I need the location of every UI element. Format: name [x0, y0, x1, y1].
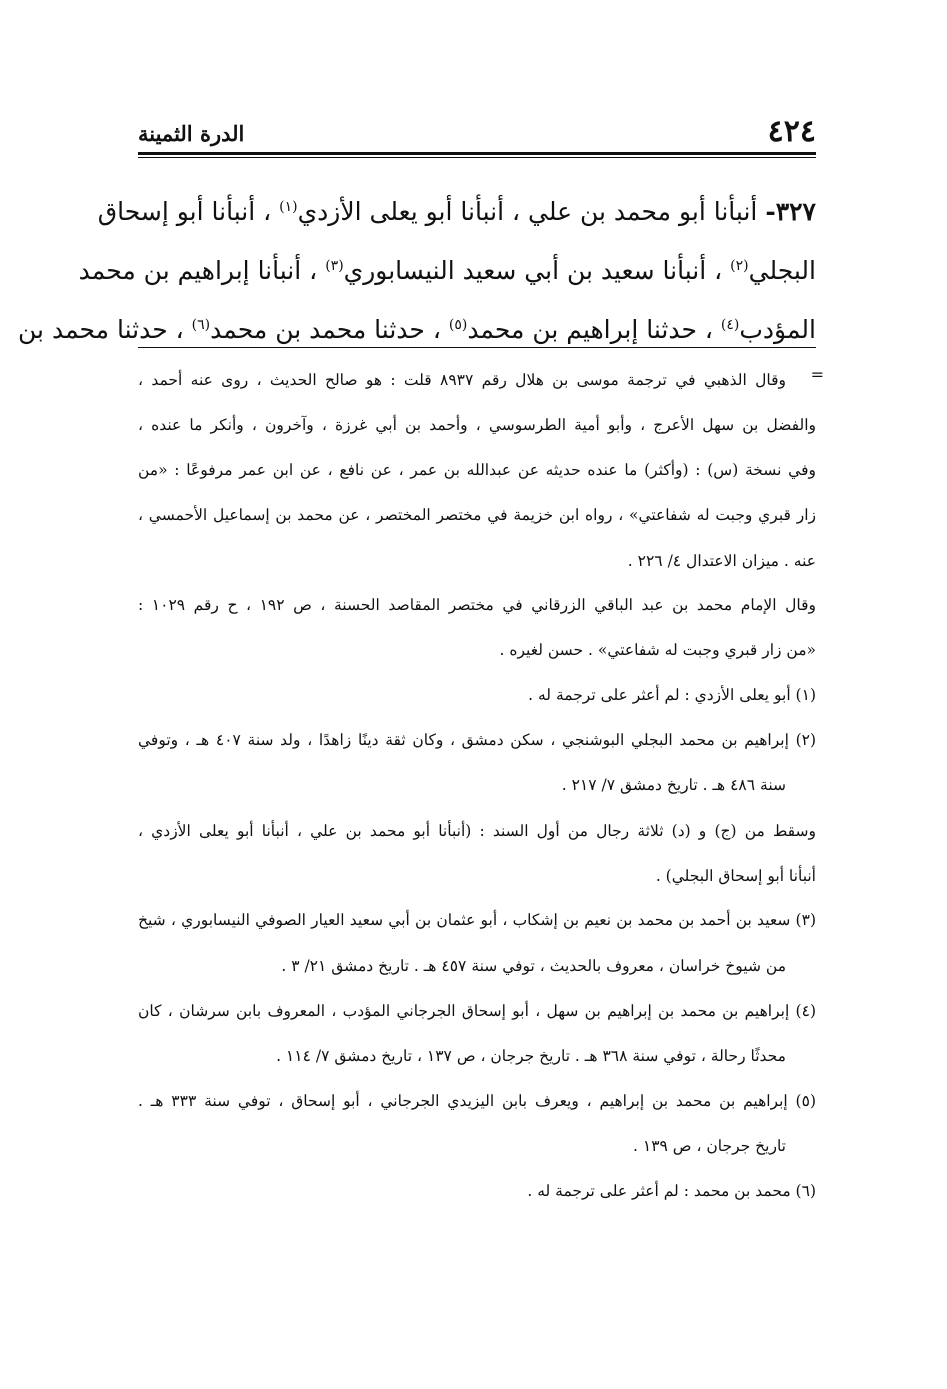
footnote-rule [138, 347, 816, 348]
running-title: الدرة الثمينة [138, 121, 245, 146]
footnote-6: (٦) محمد بن محمد : لم أعثر على ترجمة له . [527, 1182, 816, 1200]
footnote-ref: (٣) [325, 258, 344, 274]
footnote-1: (١) أبو يعلى الأزدي : لم أعثر على ترجمة له . [528, 686, 816, 704]
main-text-segment: ، أنبأنا سعيد بن أبي سعيد النيسابوري [343, 256, 723, 285]
continuation-mark: = [810, 365, 824, 384]
footnote-line: تاريخ جرجان ، ص ١٣٩ . [633, 1137, 786, 1155]
main-text-segment: أنبأنا أبو محمد بن علي ، أنبأنا أبو يعلى الأزدي [297, 197, 758, 226]
main-text-segment: ، أنبأنا إبراهيم بن محمد [78, 256, 318, 285]
hadith-number: ٣٢٧- [765, 197, 816, 226]
main-line-2 [78, 237, 816, 296]
footnote-line: وفي نسخة (س) : (وأكثر) ما عنده حديثه عن عبدالله بن عمر ، عن نافع ، عن ابن عمر مرفوعًا : «من [138, 461, 816, 479]
footnote-line: وقال الإمام محمد بن عبد الباقي الزرقاني في مختصر المقاصد الحسنة ، ص ١٩٢ ، ح رقم ١٠٢٩ : [138, 596, 817, 614]
footnote-line: سنة ٤٨٦ هـ . تاريخ دمشق ٧/ ٢١٧ . [561, 776, 786, 794]
main-text [18, 178, 816, 355]
footnote-2: (٢) إبراهيم بن محمد البجلي البوشنجي ، سكن دمشق ، وكان ثقة دينًا زاهدًا ، ولد سنة ٤٠٧ هـ ، وتوفي [138, 731, 817, 749]
footnote-line: والفضل بن سهل الأعرج ، وأبو أمية الطرسوسي ، وأحمد بن أبي غرزة ، وآخرون ، وأنكر ما عنده ، [138, 416, 816, 434]
main-text-segment: البجلي [748, 256, 816, 285]
header-rule [138, 152, 816, 155]
footnote-4: (٤) إبراهيم بن محمد بن إبراهيم بن سهل ، أبو إسحاق الجرجاني المؤدب ، المعروف بابن سرشان ، كان [138, 1002, 816, 1020]
footnote-line: «من زار قبري وجبت له شفاعتي» . حسن لغيره . [499, 641, 816, 659]
footnote-ref: (٦) [191, 317, 211, 333]
main-line-1 [97, 178, 816, 237]
page-number: ٤٢٤ [767, 114, 816, 149]
page-header [138, 112, 816, 156]
footnote-ref: (٢) [730, 258, 749, 274]
header-rule-thin [138, 157, 816, 158]
footnote-line: من شيوخ خراسان ، معروف بالحديث ، توفي سنة ٤٥٧ هـ . تاريخ دمشق ٢١/ ٣ . [281, 957, 786, 975]
footnote-line: وسقط من (ج) و (د) ثلاثة رجال من أول السند : (أنبأنا أبو محمد بن علي ، أنبأنا أبو يعلى الأزدي ، [138, 822, 816, 840]
main-text-segment: المؤدب [739, 315, 816, 344]
footnote-5: (٥) إبراهيم بن محمد بن إبراهيم ، ويعرف بابن اليزيدي الجرجاني ، أبو إسحاق ، توفي سنة ٣٣٣ هـ . [138, 1092, 816, 1110]
footnote-line: محدثًا رحالة ، توفي سنة ٣٦٨ هـ . تاريخ جرجان ، ص ١٣٧ ، تاريخ دمشق ٧/ ١١٤ . [276, 1047, 786, 1065]
footnote-ref: (٥) [448, 317, 468, 333]
footnote-line: وقال الذهبي في ترجمة موسى بن هلال رقم ٨٩٣٧ قلت : هو صالح الحديث ، روى عنه أحمد ، [138, 371, 786, 389]
footnote-line: أنبأنا أبو إسحاق البجلي) . [655, 867, 816, 885]
main-text-segment: ، حدثنا محمد بن [18, 315, 184, 344]
footnote-ref: (٤) [720, 317, 740, 333]
main-text-segment: ، حدثنا إبراهيم بن محمد [467, 315, 713, 344]
footnote-3: (٣) سعيد بن أحمد بن محمد بن نعيم بن إشكاب ، أبو عثمان بن أبي سعيد العيار الصوفي النيسابوري ، شيخ [138, 911, 816, 929]
footnote-line: زار قبري وجبت له شفاعتي» ، رواه ابن خزيمة في مختصر المختصر ، عن محمد بن إسماعيل الأحمسي ، [138, 506, 816, 524]
footnote-ref: (١) [279, 199, 298, 215]
main-text-segment: ، أنبأنا أبو إسحاق [97, 197, 272, 226]
main-text-segment: ، حدثنا محمد بن محمد [210, 315, 441, 344]
footnote-line: عنه . ميزان الاعتدال ٤/ ٢٢٦ . [627, 552, 816, 570]
